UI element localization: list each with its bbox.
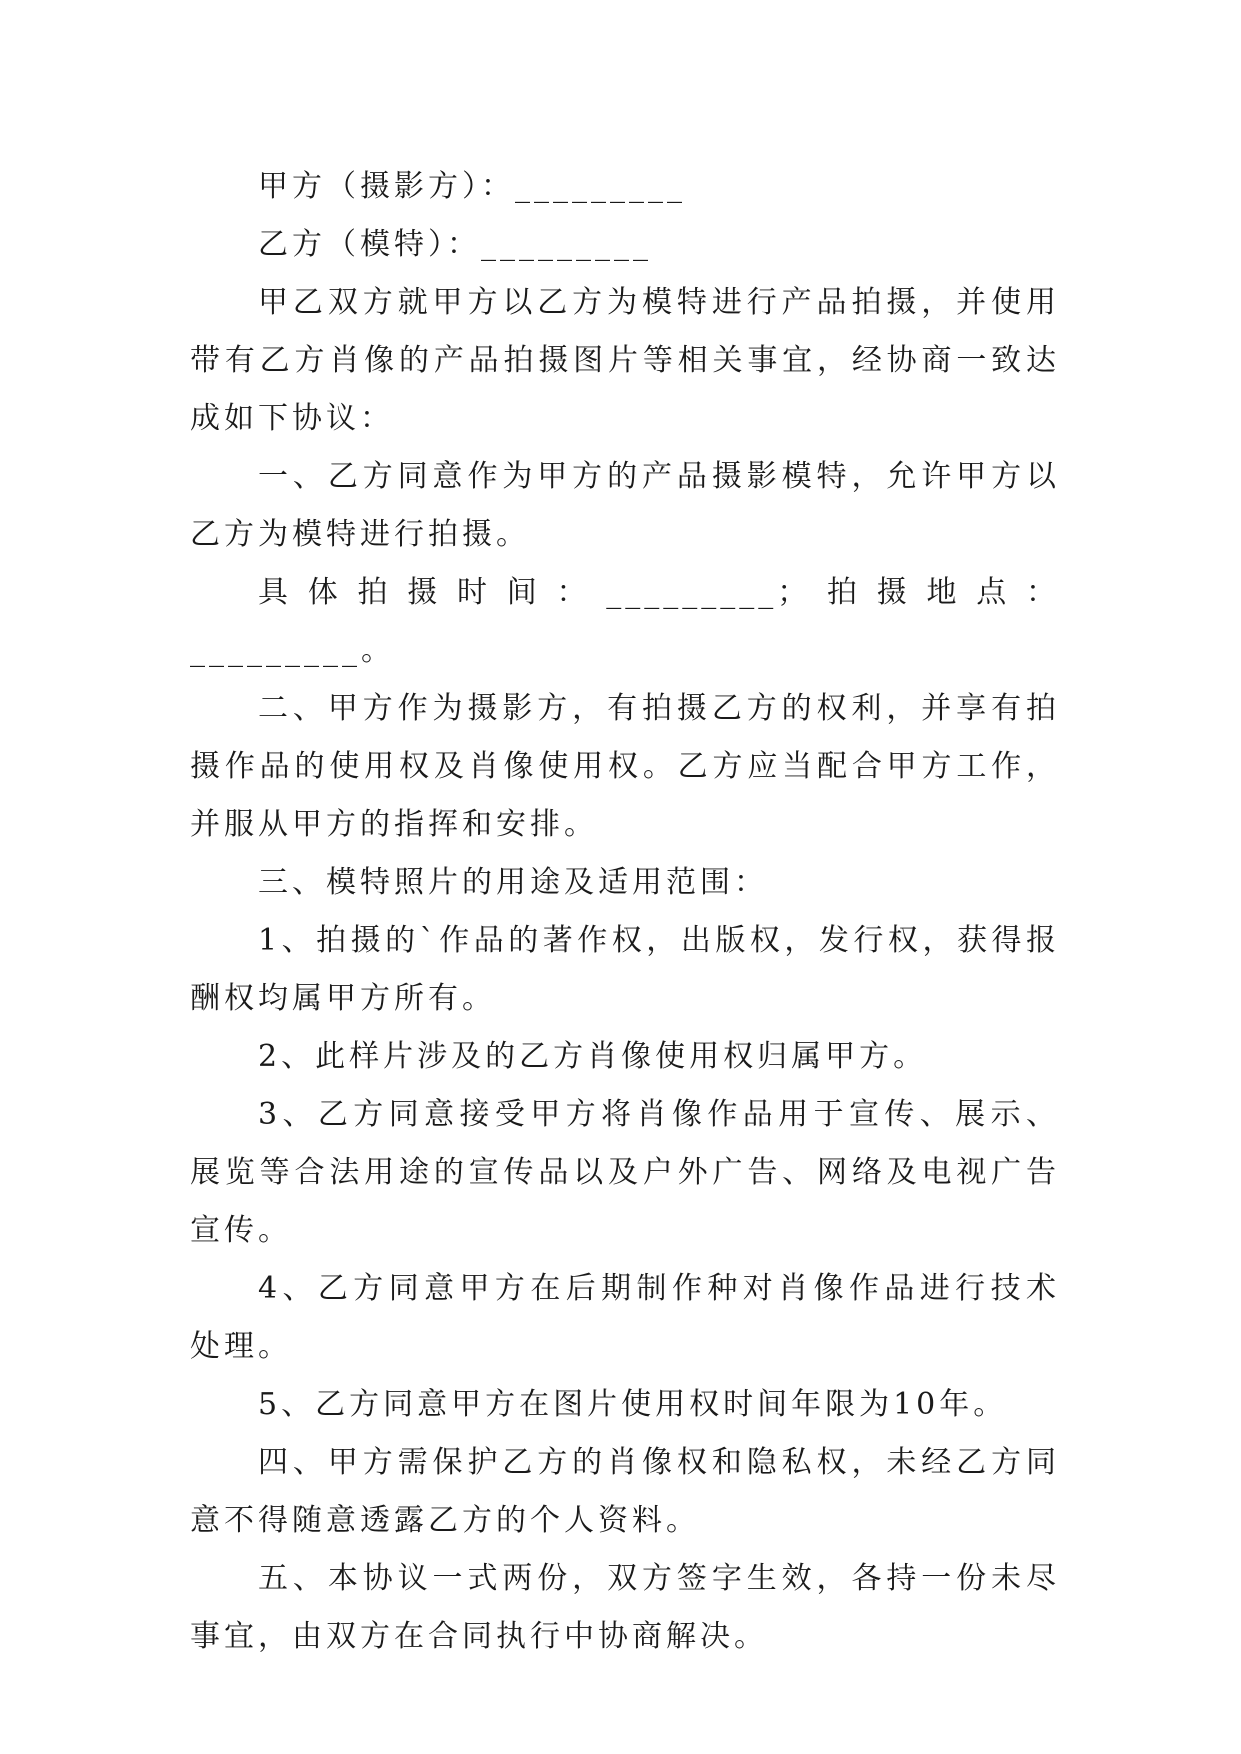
clause-5: 五、本协议一式两份，双方签字生效，各持一份未尽事宜，由双方在合同执行中协商解决。 [190, 1561, 1060, 1654]
preamble-paragraph: 甲乙双方就甲方以乙方为模特进行产品拍摄，并使用带有乙方肖像的产品拍摄图片等相关事宜，经协商一致达成如下协议： [190, 285, 1060, 436]
shooting-time-place-line: 具体拍摄时间：_________；拍摄地点：_________。 [190, 575, 1060, 668]
clause-3: 三、模特照片的用途及适用范围： [258, 865, 768, 900]
clause-1: 一、乙方同意作为甲方的产品摄影模特，允许甲方以乙方为模特进行拍摄。 [190, 459, 1060, 552]
clause-3-item-5: 5、乙方同意甲方在图片使用权时间年限为10年。 [258, 1387, 1008, 1422]
clause-4: 四、甲方需保护乙方的肖像权和隐私权，未经乙方同意不得随意透露乙方的个人资料。 [190, 1445, 1060, 1538]
clause-3-item-4: 4、乙方同意甲方在后期制作种对肖像作品进行技术处理。 [190, 1271, 1060, 1364]
clause-3-item-3: 3、乙方同意接受甲方将肖像作品用于宣传、展示、展览等合法用途的宣传品以及户外广告、网络及电视广告宣传。 [190, 1097, 1060, 1248]
party-a-line: 甲方（摄影方）：_________ [258, 169, 686, 204]
clause-3-item-2: 2、此样片涉及的乙方肖像使用权归属甲方。 [258, 1039, 928, 1074]
party-b-line: 乙方（模特）：_________ [258, 227, 652, 262]
clause-3-item-1: 1、拍摄的`作品的著作权，出版权，发行权，获得报酬权均属甲方所有。 [190, 923, 1060, 1016]
document-body [190, 158, 1060, 1666]
clause-2: 二、甲方作为摄影方，有拍摄乙方的权利，并享有拍摄作品的使用权及肖像使用权。乙方应当配合甲方工作，并服从甲方的指挥和安排。 [190, 691, 1060, 842]
